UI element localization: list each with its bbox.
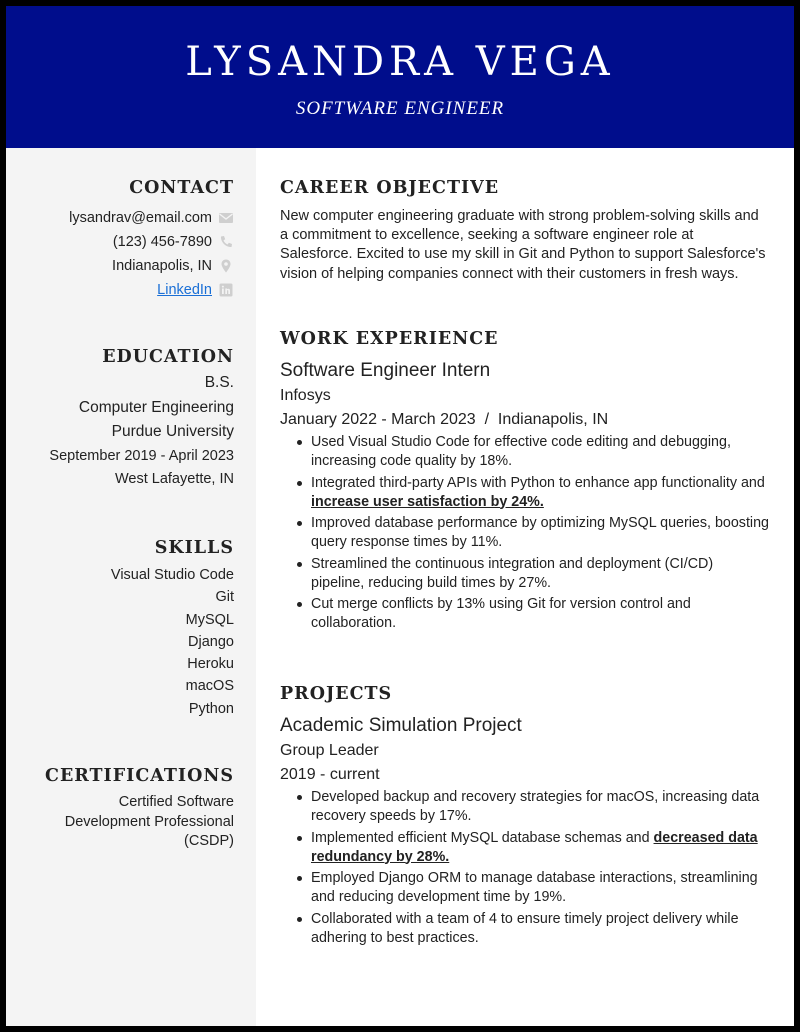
project-role: Group Leader	[280, 742, 379, 759]
skill-item: macOS	[185, 678, 234, 695]
contact-section	[6, 178, 234, 302]
education-degree: B.S.	[204, 374, 234, 391]
projects-section	[280, 684, 770, 950]
linkedin-icon	[218, 283, 234, 297]
contact-location	[6, 254, 234, 278]
candidate-name: LYSANDRA VEGA	[185, 39, 615, 85]
skills-section	[6, 538, 234, 720]
envelope-icon	[218, 211, 234, 225]
skill-item: Git	[215, 589, 234, 606]
project-bullet: Employed Django ORM to manage database interactions, streamlining and reducing development time by 19%.	[280, 869, 770, 907]
skills-heading: SKILLS	[154, 538, 234, 558]
objective-heading: CAREER OBJECTIVE	[280, 178, 500, 198]
project-bullet: Implemented efficient MySQL database schemas and decreased data redundancy by 28%.	[280, 829, 770, 867]
certification-line: Development Professional	[64, 813, 234, 830]
location-text: Indianapolis, IN	[112, 258, 212, 274]
phone-icon	[218, 235, 234, 249]
experience-section	[280, 329, 770, 636]
projects-heading: PROJECTS	[280, 684, 393, 704]
contact-linkedin	[6, 278, 234, 302]
job-title: Software Engineer Intern	[280, 360, 491, 381]
sidebar	[6, 148, 256, 1026]
experience-bullet: Streamlined the continuous integration and deployment (CI/CD) pipeline, reducing build times by 27%.	[280, 555, 770, 593]
experience-bullet: Integrated third-party APIs with Python to enhance app functionality and increase user satisfaction by 24%.	[280, 474, 770, 512]
certifications-section	[6, 766, 234, 852]
email-text: lysandrav@email.com	[69, 210, 212, 226]
phone-text: (123) 456-7890	[112, 234, 212, 250]
skill-item: Visual Studio Code	[110, 567, 234, 583]
experience-heading: WORK EXPERIENCE	[280, 329, 499, 349]
objective-section	[280, 178, 770, 284]
education-dates: September 2019 - April 2023	[49, 447, 234, 464]
certification-line: Certified Software	[118, 794, 234, 810]
project-title: Academic Simulation Project	[280, 715, 522, 736]
education-major: Computer Engineering	[78, 398, 234, 416]
skill-item: Heroku	[187, 656, 234, 673]
objective-text: New computer engineering graduate with strong problem-solving skills and a commitment to excellence, seeking a software engineer role at Salesforce. Excited to use my skill in Git and Python to support Salesforce's vision of helping companies connect with their customers in fresh ways.	[280, 208, 766, 282]
project-bullet: Developed backup and recovery strategies for macOS, increasing data recovery speeds by 17%.	[280, 788, 770, 826]
resume-page	[6, 6, 794, 1026]
highlight-text: increase user satisfaction by 24%.	[311, 493, 544, 510]
experience-bullet: Used Visual Studio Code for effective code editing and debugging, increasing code quality by 18%.	[280, 433, 770, 471]
certification-line: (CSDP)	[184, 833, 234, 849]
map-pin-icon	[218, 259, 234, 273]
experience-bullet: Cut merge conflicts by 13% using Git for version control and collaboration.	[280, 595, 770, 633]
project-bullet: Collaborated with a team of 4 to ensure timely project delivery while adhering to best practices.	[280, 910, 770, 948]
contact-heading: CONTACT	[129, 178, 234, 198]
company-name: Infosys	[280, 387, 331, 404]
skill-item: MySQL	[185, 611, 234, 628]
skill-item: Python	[188, 700, 234, 717]
education-location: West Lafayette, IN	[114, 470, 234, 487]
experience-bullets	[280, 433, 770, 633]
education-section	[6, 347, 234, 491]
resume-header	[6, 6, 794, 148]
highlight-text: decreased data redundancy by 28%.	[311, 829, 758, 865]
candidate-title: SOFTWARE ENGINEER	[295, 98, 505, 119]
education-heading: EDUCATION	[102, 347, 234, 367]
certifications-heading: CERTIFICATIONS	[45, 766, 234, 786]
skill-item: Django	[188, 633, 234, 650]
contact-phone	[6, 230, 234, 254]
project-dates: 2019 - current	[280, 766, 380, 783]
education-school: Purdue University	[111, 423, 234, 440]
project-bullets	[280, 788, 770, 948]
job-dates-location: January 2022 - March 2023 / Indianapolis, IN	[280, 411, 609, 428]
linkedin-link[interactable]: LinkedIn	[157, 282, 212, 298]
experience-bullet: Improved database performance by optimizing MySQL queries, boosting query response times by 11%.	[280, 514, 770, 552]
contact-email	[6, 206, 234, 230]
